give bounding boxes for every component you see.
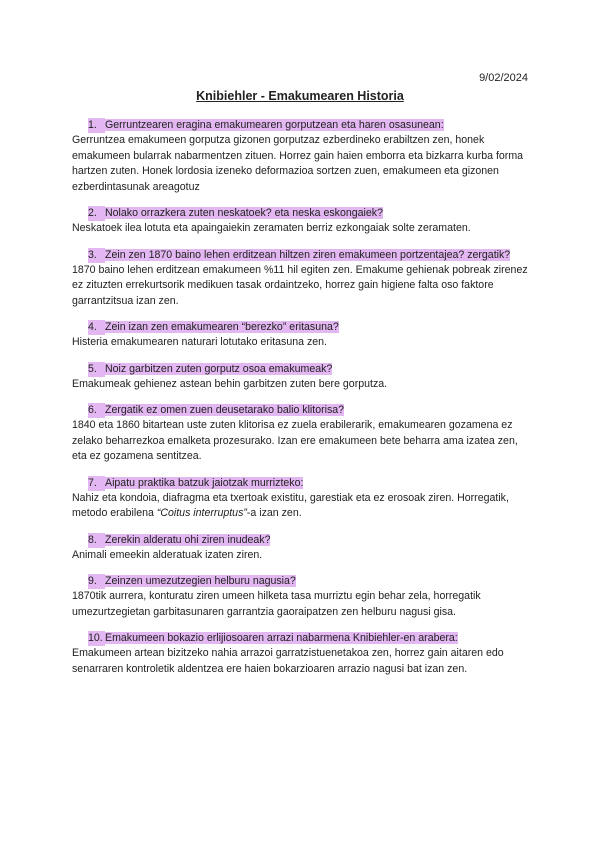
question-number: 8. <box>88 533 105 548</box>
qa-item-6 <box>72 403 534 465</box>
qa-item-7 <box>72 476 534 522</box>
question-2 <box>72 206 534 221</box>
question-text: Zein zen 1870 baino lehen erditzean hiltzen ziren emakumeen portzentajea? zergatik? <box>105 248 511 261</box>
qa-item-2 <box>72 206 534 237</box>
qa-item-4 <box>72 320 534 351</box>
question-number: 1. <box>88 118 105 133</box>
answer-emphasis: “Coitus interruptus” <box>156 507 247 519</box>
qa-item-5 <box>72 362 534 393</box>
qa-item-8 <box>72 533 534 564</box>
question-text: Zerekin alderatu ohi ziren inudeak? <box>105 533 271 546</box>
question-1 <box>72 118 534 133</box>
question-text: Zein izan zen emakumearen “berezko” eritasuna? <box>105 321 339 333</box>
question-5 <box>72 362 534 377</box>
answer-text: -a izan zen. <box>246 507 302 519</box>
answer-6: 1840 eta 1860 bitartean uste zuten klitorisa ez zuela erabilerarik, emakumearen gozamena ez zelako beharrezkoa emalketa prozesurako. Izan ere emakumeen bete beharra ama izatea zen, eta ez gozamena sentitzea. <box>72 419 518 462</box>
qa-list <box>72 118 534 688</box>
question-text: Emakumeen bokazio erlijiosoaren arrazi nabarmena Knibiehler-en arabera: <box>105 632 458 644</box>
answer-8: Animali emeekin alderatuak izaten ziren. <box>72 548 263 561</box>
question-4 <box>72 320 534 335</box>
qa-item-9 <box>72 574 534 620</box>
answer-10: Emakumeen artean bizitzeko nahia arrazoi garratzistuenetakoa zen, horrez gain aitaren edo senarraren kontroletik aldentzea ere haien bokarzioaren arrazio nagusi bat izan zen. <box>72 647 504 675</box>
answer-3: 1870 baino lehen erditzean emakumeen %11 hil egiten zen. Emakume gehienak pobreak zirenez ez zituzten errekurtsorik medikuen tasak ordaintzeko, horrez gain higiene falta oso faktore garrantzitsua izan zen. <box>72 263 528 307</box>
answer-1: Gerruntzea emakumeen gorputza gizonen gorputzaz ezberdineko erabiltzen zen, honek emakumeen bularrak nabarmentzen zituen. Horrez gain haien emborra eta bizkarra kurba forma hartzen zuten. Honek lordosia izeneko deformazioa sortzen zuen, emakumeen eta gizonen ezberdintasunak areagotuz <box>72 134 524 193</box>
question-number: 9. <box>88 574 105 589</box>
question-7 <box>72 476 534 491</box>
question-9 <box>72 574 534 589</box>
question-number: 4. <box>88 320 105 335</box>
question-number: 2. <box>88 206 105 221</box>
question-text: Nolako orrazkera zuten neskatoek? eta neska eskongaiek? <box>105 207 383 219</box>
document-title: Knibiehler - Emakumearen Historia <box>196 89 404 103</box>
question-text: Gerruntzearen eragina emakumearen gorputzean eta haren osasunean: <box>105 119 444 131</box>
question-8 <box>72 533 534 548</box>
document-date: 9/02/2024 <box>479 72 528 84</box>
question-3 <box>72 248 534 263</box>
question-number: 5. <box>88 362 105 377</box>
question-number: 3. <box>88 248 105 263</box>
answer-9: 1870tik aurrera, konturatu ziren umeen hilketa tasa murriztu egin behar zela, horregatik umezurtzegietan garbitasunaren garrantzia gaoraipatzen zen helburu nagusi gisa. <box>72 590 481 618</box>
answer-text: Nahiz eta kondoia, diafragma eta txertoak existitu, garestiak eta ez erosoak ziren. Horregatik, metodo erabilena <box>72 491 509 519</box>
qa-item-1 <box>72 118 534 195</box>
qa-item-10 <box>72 631 534 677</box>
question-10 <box>72 631 534 646</box>
question-text: Noiz garbitzen zuten gorputz osoa emakumeak? <box>105 362 333 375</box>
answer-2: Neskatoek ilea lotuta eta apaingaiekin zeramaten berriz ezkongaiak solte zeramaten. <box>72 222 471 234</box>
question-text: Zergatik ez omen zuen deusetarako balio klitorisa? <box>105 404 345 416</box>
question-number: 6. <box>88 403 105 418</box>
question-text: Zeinzen umezutzegien helburu nagusia? <box>105 575 296 587</box>
answer-5: Emakumeak gehienez astean behin garbitzen zuten bere gorputza. <box>72 377 388 390</box>
qa-item-3 <box>72 248 534 310</box>
answer-7 <box>72 491 534 522</box>
question-6 <box>72 403 534 418</box>
answer-4: Histeria emakumearen naturari lotutako eritasuna zen. <box>72 336 327 348</box>
question-number: 10. <box>88 631 105 646</box>
question-number: 7. <box>88 476 105 491</box>
question-text: Aipatu praktika batzuk jaiotzak murrizteko: <box>105 476 304 489</box>
